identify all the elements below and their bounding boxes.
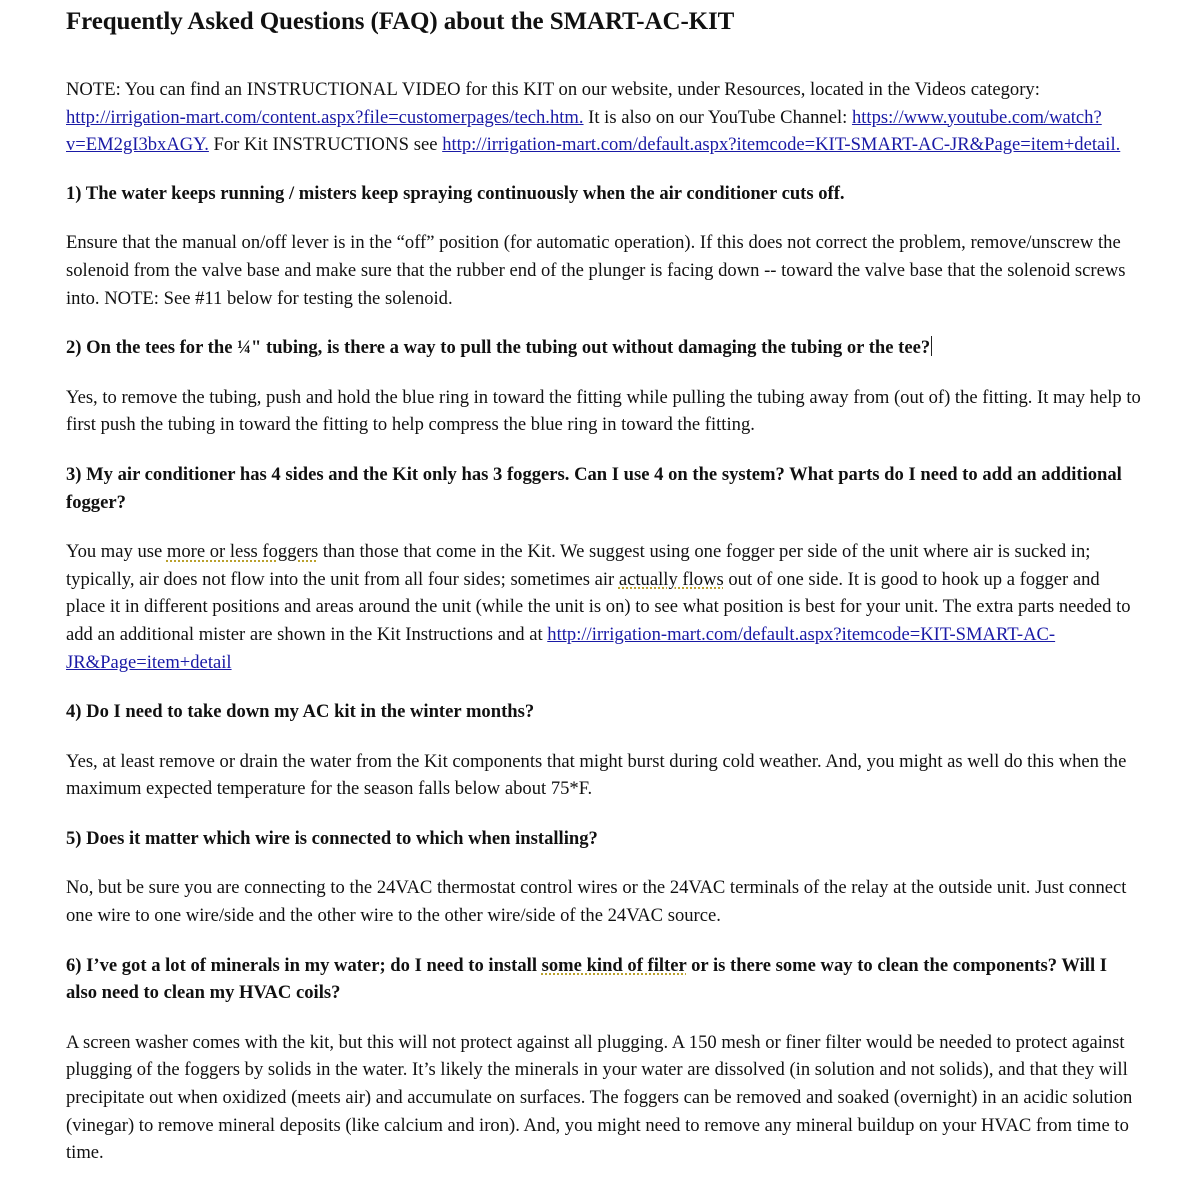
faq-question-6	[66, 952, 1142, 1007]
note-text: It is also on our YouTube Channel:	[583, 106, 852, 128]
faq-answer-1: Ensure that the manual on/off lever is in the “off” position (for automatic operation). If this does not correct the problem, remove/unscrew the solenoid from the valve base and make sure that the rubber end of the plunger is facing down -- toward the valve base that the solenoid screws into. NOTE: See #11 below for testing the solenoid.	[66, 232, 1126, 309]
faq-question-2	[66, 334, 1142, 362]
kit-detail-link[interactable]: http://irrigation-mart.com/default.aspx?itemcode=KIT-SMART-AC-JR&Page=item+detail	[66, 623, 1056, 673]
answer-text: than those that come in the Kit. We suggest using one fogger per side of the unit where air is sucked in; typically, air does not flow into the unit from all four sides; sometimes air	[66, 541, 1091, 590]
note-text: for this KIT on our website, under Resources, located in the Videos category:	[460, 79, 1040, 100]
note-text: NOTE: You can find an	[66, 79, 247, 100]
question-text: 6) I’ve got a lot of minerals in my water; do I need to install	[66, 954, 542, 976]
kit-instructions-link[interactable]: http://irrigation-mart.com/default.aspx?itemcode=KIT-SMART-AC-JR&Page=item+detail.	[442, 134, 1121, 156]
faq-question-4: 4) Do I need to take down my AC kit in the winter months?	[66, 701, 535, 723]
text-cursor	[931, 336, 932, 356]
faq-answer-4: Yes, at least remove or drain the water from the Kit components that might burst during cold weather. And, you might as well do this when the maximum expected temperature for the season falls below about 75*F.	[66, 750, 1127, 800]
answer-text: out of one side. It is good to hook up a fogger and place it in different positions and areas around the unit (while the unit is on) to see what position is best for your unit. The extra parts needed to add an additional mister are shown in the Kit Instructions and at	[66, 568, 1131, 645]
spellcheck-flagged-phrase[interactable]: more or less foggers	[166, 541, 319, 563]
question-text: or is there some way to clean the components? Will I also need to clean my HVAC coils?	[66, 954, 1108, 1004]
faq-question-5: 5) Does it matter which wire is connected to which when installing?	[66, 827, 598, 849]
document-title: Frequently Asked Questions (FAQ) about the SMART-AC-KIT	[66, 8, 735, 35]
youtube-link[interactable]: https://www.youtube.com/watch?v=EM2gI3bxAGY.	[66, 106, 1102, 156]
faq-answer-6: A screen washer comes with the kit, but this will not protect against all plugging. A 150 mesh or finer filter would be needed to protect against plugging of the foggers by solids in the water. It’s likely the minerals in your water are dissolved (in solution and not solids), and that they will precipitate out when oxidized (meets air) and accumulate on surfaces. The foggers can be removed and soaked (overnight) in an acidic solution (vinegar) to remove mineral deposits (like calcium and iron). And, you might need to remove any mineral buildup on your HVAC from time to time.	[66, 1031, 1133, 1164]
faq-answer-3	[66, 538, 1142, 676]
instructional-video-text: INSTRUCTIONAL VIDEO	[246, 79, 461, 100]
tech-page-link[interactable]: http://irrigation-mart.com/content.aspx?file=customerpages/tech.htm.	[66, 106, 584, 128]
faq-answer-2: Yes, to remove the tubing, push and hold the blue ring in toward the fitting while pulling the tubing away from (out of) the fitting. It may help to first push the tubing in toward the fitting to help compress the blue ring in toward the fitting.	[66, 386, 1141, 436]
faq-question-1: 1) The water keeps running / misters keep spraying continuously when the air conditioner cuts off.	[66, 182, 845, 204]
spellcheck-flagged-phrase[interactable]: actually flows	[618, 568, 724, 590]
note-paragraph	[66, 76, 1142, 159]
note-text: For Kit	[208, 134, 273, 156]
faq-question-2-text: 2) On the tees for the ¼" tubing, is there a way to pull the tubing out without damaging the tubing or the tee?	[66, 337, 931, 359]
instructions-text: INSTRUCTIONS	[272, 134, 410, 156]
faq-question-3: 3) My air conditioner has 4 sides and the Kit only has 3 foggers. Can I use 4 on the system? What parts do I need to add an additional fogger?	[66, 463, 1122, 513]
note-text: see	[409, 134, 443, 156]
faq-answer-5: No, but be sure you are connecting to the 24VAC thermostat control wires or the 24VAC terminals of the relay at the outside unit. Just connect one wire to one wire/side and the other wire to the other wire/side of the 24VAC source.	[66, 877, 1127, 927]
spellcheck-flagged-phrase[interactable]: some kind of filter	[541, 954, 687, 976]
answer-text: You may use	[66, 541, 167, 563]
